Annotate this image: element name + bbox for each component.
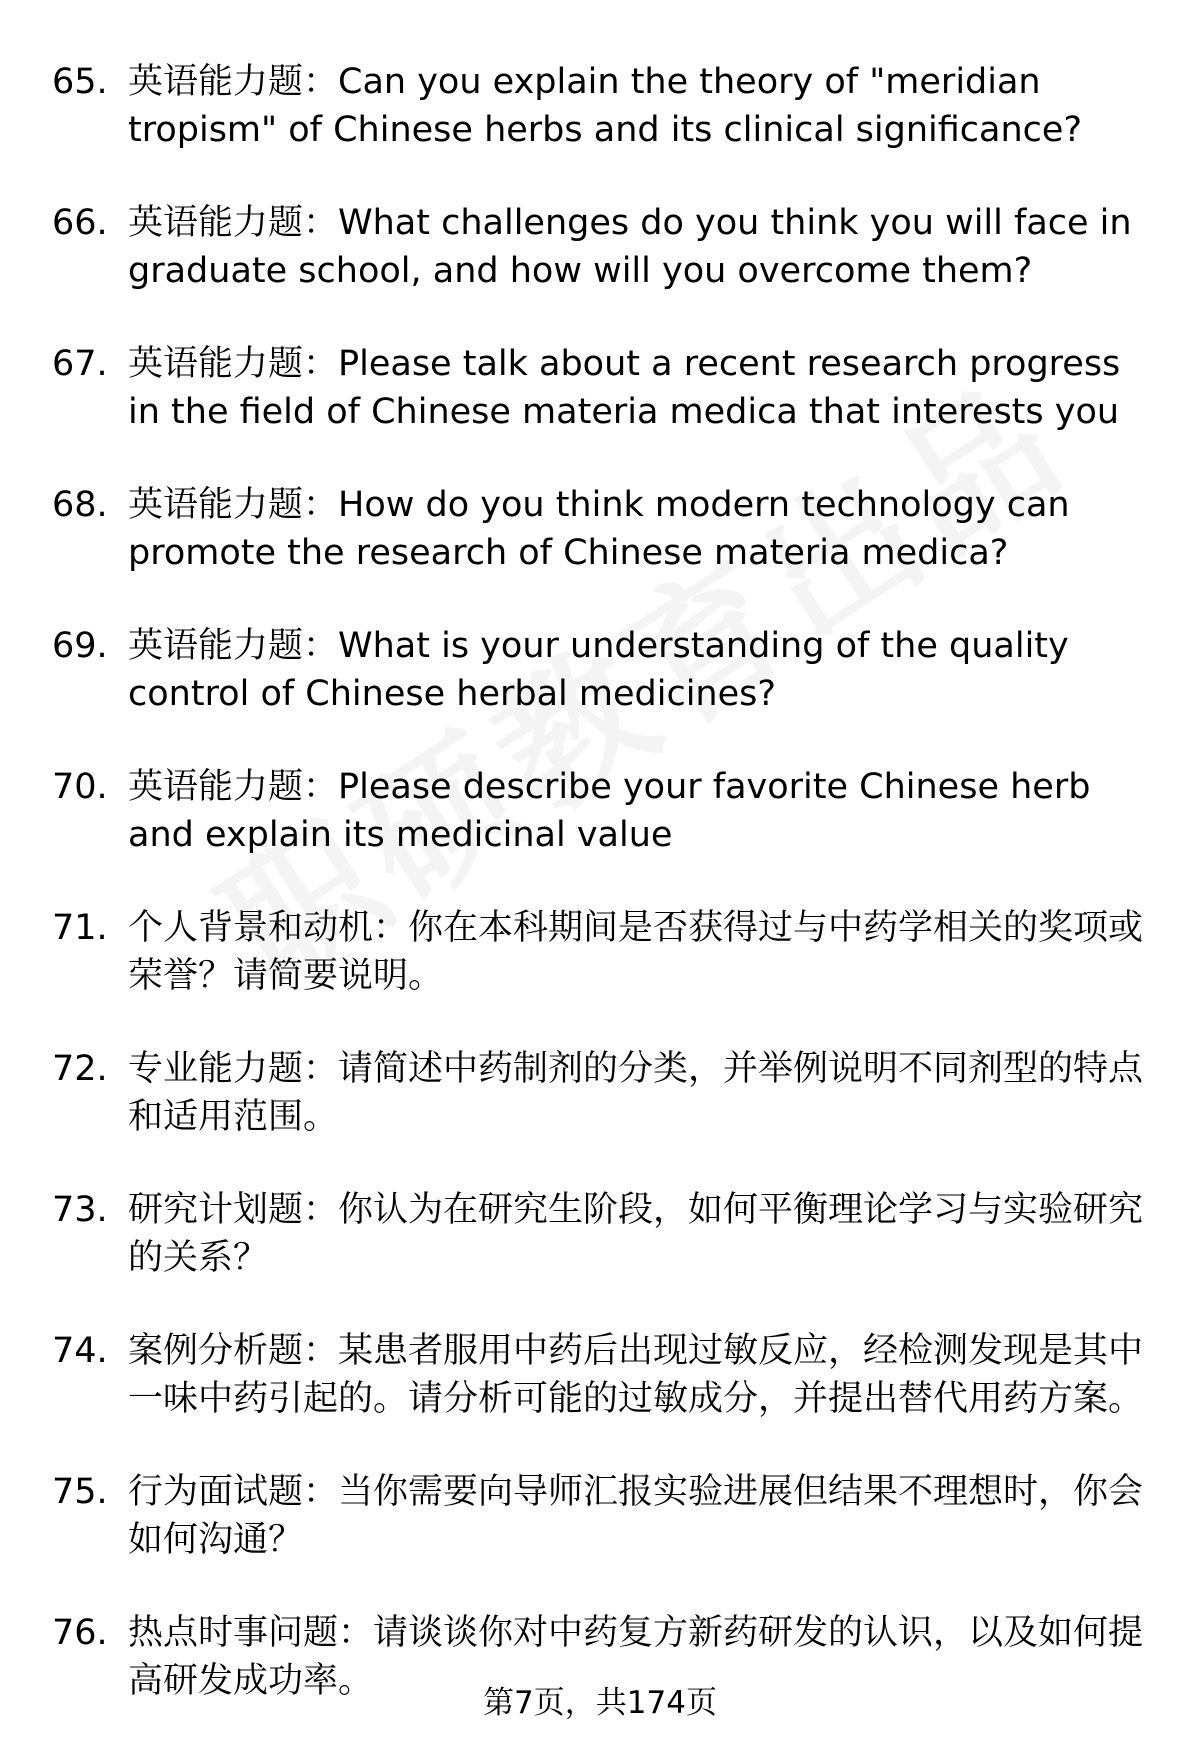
question-text [128,1045,1158,1141]
question-body: Can you explain the theory of "meridian tropism" of Chinese herbs and its clinical significance? [128,62,1083,150]
question-text [128,199,1158,295]
question-number: 70. [52,767,108,807]
question-item [0,1468,1200,1564]
question-body: What challenges do you think you will face in graduate school, and how will you overcome them? [128,203,1132,291]
question-item [0,340,1200,436]
question-body: Please talk about a recent research progress in the field of Chinese materia medica that interests you [128,344,1121,432]
question-body: 请谈谈你对中药复方新药研发的认识，以及如何提高研发成功率。 [128,1613,1144,1701]
question-category: 热点时事问题： [128,1613,374,1653]
question-body: 当你需要向导师汇报实验进展但结果不理想时，你会如何沟通？ [128,1472,1144,1560]
question-body: How do you think modern technology can promote the research of Chinese materia medica? [128,485,1070,573]
question-number: 69. [52,626,108,666]
question-body: 某患者服用中药后出现过敏反应，经检测发现是其中一味中药引起的。请分析可能的过敏成分，并提出替代用药方案。 [128,1331,1144,1419]
question-body: 你认为在研究生阶段，如何平衡理论学习与实验研究的关系？ [128,1190,1144,1278]
question-item [0,1045,1200,1141]
question-category: 研究计划题： [128,1190,339,1230]
question-item [0,481,1200,577]
question-text [128,904,1158,1000]
question-number: 65. [52,62,108,102]
question-body: What is your understanding of the quality control of Chinese herbal medicines? [128,626,1069,714]
question-number: 74. [52,1331,108,1371]
question-item [0,904,1200,1000]
question-text [128,340,1158,436]
question-text [128,763,1158,859]
question-category: 英语能力题： [128,203,339,243]
question-item [0,622,1200,718]
question-text [128,1327,1158,1423]
question-text [128,481,1158,577]
question-category: 英语能力题： [128,767,339,807]
question-category: 案例分析题： [128,1331,339,1371]
question-category: 英语能力题： [128,626,339,666]
question-text [128,1186,1158,1282]
question-category: 个人背景和动机： [128,908,409,948]
question-number: 76. [52,1613,108,1653]
question-text [128,1468,1158,1564]
question-category: 英语能力题： [128,485,339,525]
question-text [128,58,1158,154]
question-body: 请简述中药制剂的分类，并举例说明不同剂型的特点和适用范围。 [128,1049,1144,1137]
question-number: 67. [52,344,108,384]
question-category: 行为面试题： [128,1472,339,1512]
question-number: 68. [52,485,108,525]
question-item [0,58,1200,154]
question-item [0,763,1200,859]
question-category: 英语能力题： [128,344,339,384]
question-number: 72. [52,1049,108,1089]
question-number: 75. [52,1472,108,1512]
question-body: Please describe your favorite Chinese herb and explain its medicinal value [128,767,1091,855]
question-number: 73. [52,1190,108,1230]
question-number: 71. [52,908,108,948]
question-item [0,199,1200,295]
question-category: 专业能力题： [128,1049,339,1089]
question-item [0,1186,1200,1282]
question-list [0,58,1200,1750]
question-body: 你在本科期间是否获得过与中药学相关的奖项或荣誉？请简要说明。 [128,908,1144,996]
question-text [128,622,1158,718]
question-category: 英语能力题： [128,62,339,102]
page-number: 第7页，共174页 [483,1685,717,1721]
question-item [0,1327,1200,1423]
question-number: 66. [52,203,108,243]
